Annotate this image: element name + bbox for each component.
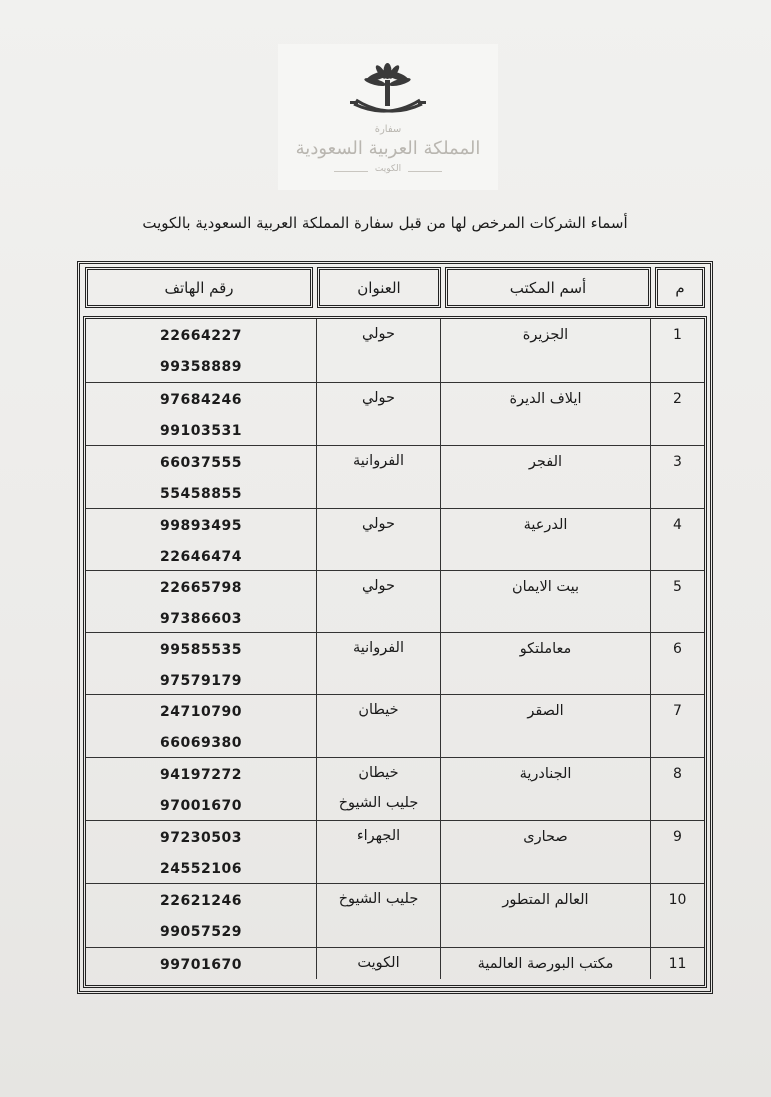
phone-number: 97001670 (160, 798, 242, 814)
phone-numbers (86, 509, 316, 570)
phone-number: 22621246 (160, 893, 242, 909)
embassy-emblem (278, 44, 498, 190)
row-number: 2 (650, 383, 704, 445)
office-name: مكتب البورصة العالمية (440, 948, 650, 979)
address-line: الفروانية (353, 640, 404, 656)
address-line: حولي (362, 390, 395, 406)
office-name: الجنادرية (440, 758, 650, 820)
office-name: بيت الايمان (440, 571, 650, 632)
row-number: 8 (650, 758, 704, 820)
table-row (86, 446, 704, 509)
phone-number: 97386603 (160, 611, 242, 627)
phone-numbers (86, 633, 316, 694)
address-line: الكويت (357, 955, 400, 971)
office-address (316, 884, 440, 947)
phone-number: 97579179 (160, 673, 242, 689)
phone-numbers (86, 695, 316, 757)
address-line: حولي (362, 326, 395, 342)
companies-table (77, 261, 713, 994)
phone-numbers (86, 948, 316, 979)
table-header-row (83, 267, 707, 308)
phone-number: 24710790 (160, 704, 242, 720)
address-line: حولي (362, 516, 395, 532)
office-name: العالم المتطور (440, 884, 650, 947)
phone-number: 99701670 (160, 957, 242, 973)
phone-number: 22646474 (160, 549, 242, 565)
emblem-top-label: سفارة (374, 124, 402, 135)
office-address (316, 383, 440, 445)
phone-number: 94197272 (160, 767, 242, 783)
office-name: الدرعية (440, 509, 650, 570)
office-address (316, 821, 440, 883)
address-line: الجهراء (356, 828, 401, 844)
row-number: 9 (650, 821, 704, 883)
table-row (86, 509, 704, 571)
phone-number: 66037555 (160, 455, 242, 471)
header-office: أسم المكتب (445, 267, 651, 308)
phone-numbers (86, 884, 316, 947)
office-address (316, 446, 440, 508)
row-number: 6 (650, 633, 704, 694)
emblem-bottom-label: الكويت (374, 164, 402, 174)
table-row (86, 758, 704, 821)
row-number: 5 (650, 571, 704, 632)
address-line: خيطان (358, 702, 399, 718)
phone-numbers (86, 383, 316, 445)
address-line: جليب الشيوخ (338, 891, 419, 907)
phone-numbers (86, 821, 316, 883)
office-address (316, 948, 440, 979)
row-number: 3 (650, 446, 704, 508)
office-address (316, 319, 440, 382)
table-row (86, 695, 704, 758)
table-row (86, 383, 704, 446)
phone-number: 99893495 (160, 518, 242, 534)
office-address (316, 695, 440, 757)
office-name: الجزيرة (440, 319, 650, 382)
phone-number: 22665798 (160, 580, 242, 596)
table-body (83, 316, 707, 988)
phone-number: 97684246 (160, 392, 242, 408)
table-row (86, 884, 704, 948)
table-row (86, 821, 704, 884)
phone-number: 99358889 (160, 359, 242, 375)
office-address (316, 758, 440, 820)
phone-numbers (86, 571, 316, 632)
table-row (86, 571, 704, 633)
row-number: 11 (650, 948, 704, 979)
row-number: 4 (650, 509, 704, 570)
office-name: الفجر (440, 446, 650, 508)
palm-and-crossed-swords-icon (278, 44, 498, 124)
phone-number: 99057529 (160, 924, 242, 940)
office-address (316, 509, 440, 570)
table-row (86, 319, 704, 383)
row-number: 10 (650, 884, 704, 947)
phone-number: 97230503 (160, 830, 242, 846)
office-address (316, 571, 440, 632)
address-line: جليب الشيوخ (338, 795, 419, 811)
emblem-main-label: المملكة العربية السعودية (295, 138, 481, 159)
address-line: حولي (362, 578, 395, 594)
phone-numbers (86, 319, 316, 382)
phone-number: 24552106 (160, 861, 242, 877)
row-number: 7 (650, 695, 704, 757)
row-number: 1 (650, 319, 704, 382)
office-address (316, 633, 440, 694)
phone-number: 99103531 (160, 423, 242, 439)
phone-number: 22664227 (160, 328, 242, 344)
document-heading: أسماء الشركات المرخص لها من قبل سفارة المملكة العربية السعودية بالكويت (142, 214, 628, 232)
table-row (86, 948, 704, 979)
office-name: صحارى (440, 821, 650, 883)
phone-number: 66069380 (160, 735, 242, 751)
office-name: معاملتكو (440, 633, 650, 694)
office-name: ايلاف الديرة (440, 383, 650, 445)
header-phone: رقم الهاتف (85, 267, 313, 308)
header-num: م (655, 267, 705, 308)
table-row (86, 633, 704, 695)
address-line: الفروانية (353, 453, 404, 469)
phone-numbers (86, 758, 316, 820)
phone-numbers (86, 446, 316, 508)
address-line: خيطان (358, 765, 399, 781)
phone-number: 99585535 (160, 642, 242, 658)
header-address: العنوان (317, 267, 441, 308)
phone-number: 55458855 (160, 486, 242, 502)
office-name: الصقر (440, 695, 650, 757)
